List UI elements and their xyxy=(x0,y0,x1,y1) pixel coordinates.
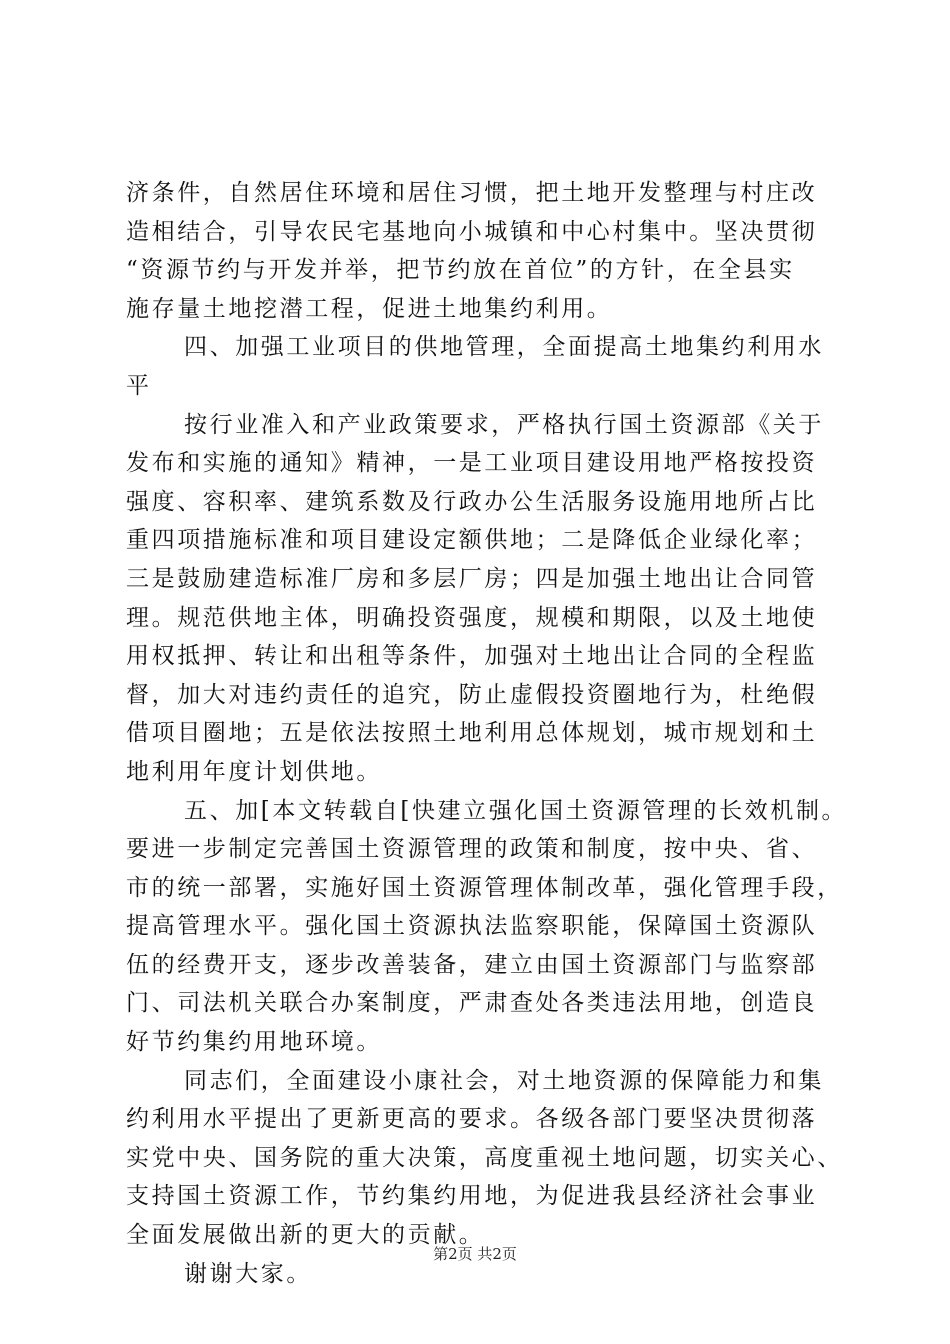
page-number-footer: 第2页 共2页 xyxy=(433,1245,517,1263)
closing-line: 谢谢大家。 xyxy=(184,1260,312,1287)
text-line: 市的统一部署，实施好国土资源管理体制改革，强化管理手段， xyxy=(126,874,843,901)
text-line: 造相结合，引导农民宅基地向小城镇和中心村集中。坚决贯彻 xyxy=(126,218,818,245)
text-line: 重四项措施标准和项目建设定额供地；二是降低企业绿化率； xyxy=(126,527,818,554)
text-line: 约利用水平提出了更新更高的要求。各级各部门要坚决贯彻落 xyxy=(126,1106,818,1133)
document-body xyxy=(126,174,846,1293)
text-line: “资源节约与开发并举，把节约放在首位”的方针，在全县实 xyxy=(126,257,795,284)
text-line: 强度、容积率、建筑系数及行政办公生活服务设施用地所占比 xyxy=(126,488,818,515)
section-heading-line: 五、加[本文转载自[快建立强化国土资源管理的长效机制。 xyxy=(184,797,848,824)
text-line: 支持国土资源工作，节约集约用地，为促进我县经济社会事业 xyxy=(126,1183,818,1210)
text-line: 借项目圈地；五是依法按照土地利用总体规划，城市规划和土 xyxy=(126,720,818,747)
text-line: 地利用年度计划供地。 xyxy=(126,758,382,785)
text-line: 济条件，自然居住环境和居住习惯，把土地开发整理与村庄改 xyxy=(126,180,818,206)
text-line: 发布和实施的通知》精神，一是工业项目建设用地严格按投资 xyxy=(126,450,818,477)
text-line: 提高管理水平。强化国土资源执法监察职能，保障国土资源队 xyxy=(126,913,818,940)
section-heading-line: 四、加强工业项目的供地管理，全面提高土地集约利用水 xyxy=(184,334,824,361)
text-line: 全面发展做出新的更大的贡献。 xyxy=(126,1222,485,1249)
text-line: 施存量土地挖潜工程，促进土地集约利用。 xyxy=(126,295,613,322)
text-line: 同志们，全面建设小康社会，对土地资源的保障能力和集 xyxy=(184,1067,824,1094)
text-line: 三是鼓励建造标准厂房和多层厂房；四是加强土地出让合同管 xyxy=(126,565,818,592)
text-line: 实党中央、国务院的重大决策，高度重视土地问题，切实关心、 xyxy=(126,1144,843,1171)
text-line: 门、司法机关联合办案制度，严肃查处各类违法用地，创造良 xyxy=(126,990,818,1017)
text-line: 理。规范供地主体，明确投资强度，规模和期限，以及土地使 xyxy=(126,604,818,631)
text-line: 好节约集约用地环境。 xyxy=(126,1029,382,1056)
text-line: 按行业准入和产业政策要求，严格执行国土资源部《关于 xyxy=(184,411,824,438)
text-line: 用权抵押、转让和出租等条件，加强对土地出让合同的全程监 xyxy=(126,643,818,670)
text-line: 要进一步制定完善国土资源管理的政策和制度，按中央、省、 xyxy=(126,836,818,863)
text-line: 伍的经费开支，逐步改善装备，建立由国土资源部门与监察部 xyxy=(126,951,818,978)
text-line: 督，加大对违约责任的追究，防止虚假投资圈地行为，杜绝假 xyxy=(126,681,818,708)
section-heading-line: 平 xyxy=(126,372,152,399)
